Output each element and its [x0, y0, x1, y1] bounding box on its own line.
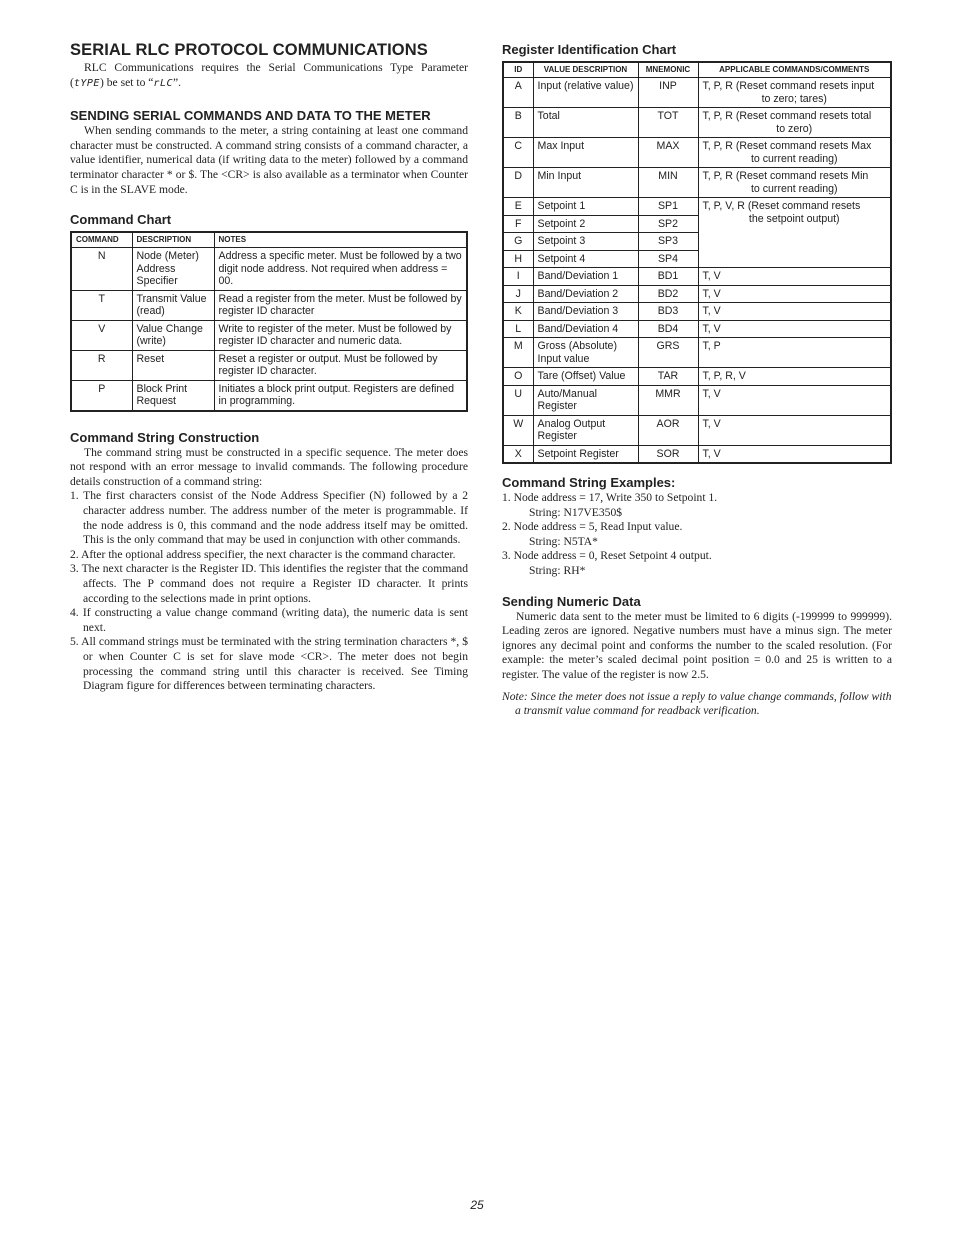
header-mnemonic: MNEMONIC	[638, 62, 698, 78]
notes-cell: Write to register of the meter. Must be followed by register ID character and numeric data.	[214, 320, 467, 350]
list-item: 2. After the optional address specifier, the next character is the command character.	[70, 547, 456, 561]
table-row	[503, 368, 891, 386]
table-row	[71, 248, 467, 291]
notes-cell: Read a register from the meter. Must be followed by register ID character	[214, 290, 467, 320]
mnemonic-cell: SP1	[638, 198, 698, 216]
list-item: 5. All command strings must be terminated with the string termination characters *, $ or when Counter C is set for slave mode <CR>. The meter does not begin processing the command string until this character is received. See Timing Diagram figure for differences between terminating characters.	[70, 635, 468, 693]
id-cell: M	[503, 338, 533, 368]
notes-cell: Reset a register or output. Must be followed by register ID character.	[214, 350, 467, 380]
header-command: COMMAND	[71, 232, 132, 248]
mnemonic-cell: AOR	[638, 415, 698, 445]
intro-text-3: ”.	[172, 75, 182, 89]
table-row	[503, 415, 891, 445]
construction-paragraph: The command string must be constructed in a specific sequence. The meter does not respond with an error message to invalid commands. The following procedure details construction of a command string:	[70, 445, 468, 488]
table-row	[503, 168, 891, 198]
description-cell: Min Input	[533, 168, 638, 198]
command-chart-header	[71, 232, 467, 248]
description-cell: Total	[533, 108, 638, 138]
comment-cell: T, P	[698, 338, 891, 368]
id-cell: J	[503, 285, 533, 303]
command-cell: V	[71, 320, 132, 350]
header-value-description: VALUE DESCRIPTION	[533, 62, 638, 78]
example-string: String: RH*	[529, 563, 586, 577]
sending-paragraph: When sending commands to the meter, a string containing at least one command character must be constructed. A command string consists of a command character, a value identifier, numerical data (if writing data to the meter) followed by a command terminator character * or $. The <CR> is also available as a terminator when Counter C is in the SLAVE mode.	[70, 124, 468, 196]
table-row	[503, 78, 891, 108]
table-row	[503, 138, 891, 168]
comment-line: T, P, R (Reset command resets Min	[702, 170, 869, 182]
description-cell: Band/Deviation 4	[533, 320, 638, 338]
comment-cell: T, V	[698, 385, 891, 415]
description-cell: Setpoint 2	[533, 215, 638, 233]
table-row	[503, 285, 891, 303]
register-chart-header	[503, 62, 891, 78]
register-chart-heading: Register Identification Chart	[502, 42, 677, 57]
command-chart-table	[70, 231, 468, 412]
comment-cell: T, V	[698, 268, 891, 286]
comment-line: T, P, V, R (Reset command resets	[702, 200, 861, 212]
example-string: String: N17VE350$	[529, 505, 623, 519]
list-item: 3. The next character is the Register ID. This identifies the register that the command affects. The P command does not require a Register ID character. It prints according to the selections made in print options.	[70, 562, 468, 605]
table-row	[503, 320, 891, 338]
numeric-heading: Sending Numeric Data	[502, 593, 641, 609]
example-line: 3. Node address = 0, Reset Setpoint 4 output.	[502, 549, 712, 563]
description-cell: Tare (Offset) Value	[533, 368, 638, 386]
intro-text-1: RLC Communications requires the Serial Communications Type Parameter (	[70, 61, 468, 89]
description-cell: Analog Output Register	[533, 415, 638, 445]
mnemonic-cell: SOR	[638, 445, 698, 463]
comment-line: to current reading)	[750, 152, 838, 165]
id-cell: H	[503, 250, 533, 268]
id-cell: F	[503, 215, 533, 233]
mnemonic-cell: MMR	[638, 385, 698, 415]
description-cell: Setpoint 3	[533, 233, 638, 251]
id-cell: W	[503, 415, 533, 445]
id-cell: O	[503, 368, 533, 386]
notes-cell: Initiates a block print output. Registers are defined in programming.	[214, 380, 467, 411]
table-row	[503, 108, 891, 138]
description-cell: Band/Deviation 1	[533, 268, 638, 286]
id-cell: X	[503, 445, 533, 463]
comment-line: T, P, R (Reset command resets input	[702, 80, 875, 92]
mnemonic-cell: GRS	[638, 338, 698, 368]
mnemonic-cell: MAX	[638, 138, 698, 168]
notes-cell: Address a specific meter. Must be followed by a two digit node address. Not required when address = 00.	[214, 248, 467, 291]
comment-cell: T, V	[698, 303, 891, 321]
mnemonic-cell: BD2	[638, 285, 698, 303]
description-cell: Setpoint 4	[533, 250, 638, 268]
id-cell: C	[503, 138, 533, 168]
header-id: ID	[503, 62, 533, 78]
mnemonic-cell: TAR	[638, 368, 698, 386]
id-cell: U	[503, 385, 533, 415]
comment-cell	[698, 168, 891, 198]
command-chart-heading: Command Chart	[70, 212, 172, 228]
list-item: 1. The first characters consist of the Node Address Specifier (N) followed by a 2 character address number. The address number of the meter is programmable. If the node address is 0, this command and the node address itself may be omitted. This is the only command that may be used in conjunction with other commands.	[70, 489, 468, 547]
id-cell: D	[503, 168, 533, 198]
table-row	[503, 303, 891, 321]
table-row	[71, 290, 467, 320]
numeric-paragraph: Numeric data sent to the meter must be limited to 6 digits (-199999 to 999999). Leading zeros are ignored. Negative numbers must have a minus sign. The meter ignores any decimal point and conforms the number to the scaled resolution. (For example: the meter’s scaled decimal point position = 0.0 and 25 is written to a register. The value of the register is now 2.5.	[502, 609, 892, 681]
mnemonic-cell: BD1	[638, 268, 698, 286]
command-cell: R	[71, 350, 132, 380]
example-line: 2. Node address = 5, Read Input value.	[502, 520, 683, 534]
description-cell: Transmit Value (read)	[132, 290, 214, 320]
description-cell: Auto/Manual Register	[533, 385, 638, 415]
example-line: 1. Node address = 17, Write 350 to Setpoint 1.	[502, 491, 718, 504]
command-cell: T	[71, 290, 132, 320]
description-cell: Value Change (write)	[132, 320, 214, 350]
table-row	[503, 268, 891, 286]
header-notes: NOTES	[214, 232, 467, 248]
list-item: 4. If constructing a value change command (writing data), the numeric data is sent next.	[70, 606, 468, 634]
note-text: Note: Since the meter does not issue a reply to value change commands, follow with a transmit value command for readback verification.	[502, 689, 892, 718]
example-string: String: N5TA*	[529, 534, 598, 548]
table-row	[503, 198, 891, 216]
header-comments: APPLICABLE COMMANDS/COMMENTS	[698, 62, 891, 78]
comment-line: T, P, R (Reset command resets Max	[702, 140, 872, 152]
description-cell: Band/Deviation 2	[533, 285, 638, 303]
setpoint-comment-cell	[698, 198, 891, 268]
mnemonic-cell: SP3	[638, 233, 698, 251]
description-cell: Setpoint 1	[533, 198, 638, 216]
description-cell: Block Print Request	[132, 380, 214, 411]
mnemonic-cell: SP4	[638, 250, 698, 268]
page-number: 25	[470, 1198, 484, 1212]
table-row	[503, 338, 891, 368]
description-cell: Reset	[132, 350, 214, 380]
comment-cell: T, V	[698, 285, 891, 303]
examples-list	[502, 491, 892, 579]
rlc-code: rLC	[153, 77, 173, 89]
construction-heading: Command String Construction	[70, 429, 260, 445]
comment-cell: T, P, R, V	[698, 368, 891, 386]
comment-cell: T, V	[698, 445, 891, 463]
left-column	[70, 40, 468, 694]
type-parameter-code: tYPE	[73, 77, 100, 89]
comment-line: to current reading)	[750, 182, 838, 195]
command-cell: P	[71, 380, 132, 411]
header-description: DESCRIPTION	[132, 232, 214, 248]
mnemonic-cell: BD3	[638, 303, 698, 321]
description-cell: Max Input	[533, 138, 638, 168]
id-cell: L	[503, 320, 533, 338]
id-cell: K	[503, 303, 533, 321]
comment-line: T, P, R (Reset command resets total	[702, 110, 872, 122]
comment-cell: T, V	[698, 415, 891, 445]
mnemonic-cell: SP2	[638, 215, 698, 233]
register-chart-table	[502, 61, 892, 464]
description-cell: Node (Meter) Address Specifier	[132, 248, 214, 291]
description-cell: Band/Deviation 3	[533, 303, 638, 321]
id-cell: A	[503, 78, 533, 108]
mnemonic-cell: MIN	[638, 168, 698, 198]
table-row	[71, 380, 467, 411]
id-cell: G	[503, 233, 533, 251]
table-row	[71, 350, 467, 380]
description-cell: Input (relative value)	[533, 78, 638, 108]
page-title: SERIAL RLC PROTOCOL COMMUNICATIONS	[70, 41, 428, 59]
description-cell: Gross (Absolute) Input value	[533, 338, 638, 368]
mnemonic-cell: TOT	[638, 108, 698, 138]
comment-cell	[698, 108, 891, 138]
id-cell: E	[503, 198, 533, 216]
mnemonic-cell: INP	[638, 78, 698, 108]
comment-cell	[698, 138, 891, 168]
comment-cell: T, V	[698, 320, 891, 338]
sending-heading: SENDING SERIAL COMMANDS AND DATA TO THE METER	[70, 108, 431, 124]
construction-steps	[70, 489, 468, 693]
intro-paragraph	[70, 61, 468, 91]
command-cell: N	[71, 248, 132, 291]
table-row	[71, 320, 467, 350]
comment-cell	[698, 78, 891, 108]
id-cell: I	[503, 268, 533, 286]
intro-text-2: ) be set to “	[99, 75, 154, 89]
table-row	[503, 385, 891, 415]
comment-line: to zero; tares)	[761, 92, 827, 105]
examples-heading: Command String Examples:	[502, 475, 676, 490]
table-row	[503, 445, 891, 463]
id-cell: B	[503, 108, 533, 138]
comment-line: the setpoint output)	[748, 212, 840, 225]
description-cell: Setpoint Register	[533, 445, 638, 463]
mnemonic-cell: BD4	[638, 320, 698, 338]
right-column	[502, 40, 892, 719]
comment-line: to zero)	[776, 122, 813, 135]
